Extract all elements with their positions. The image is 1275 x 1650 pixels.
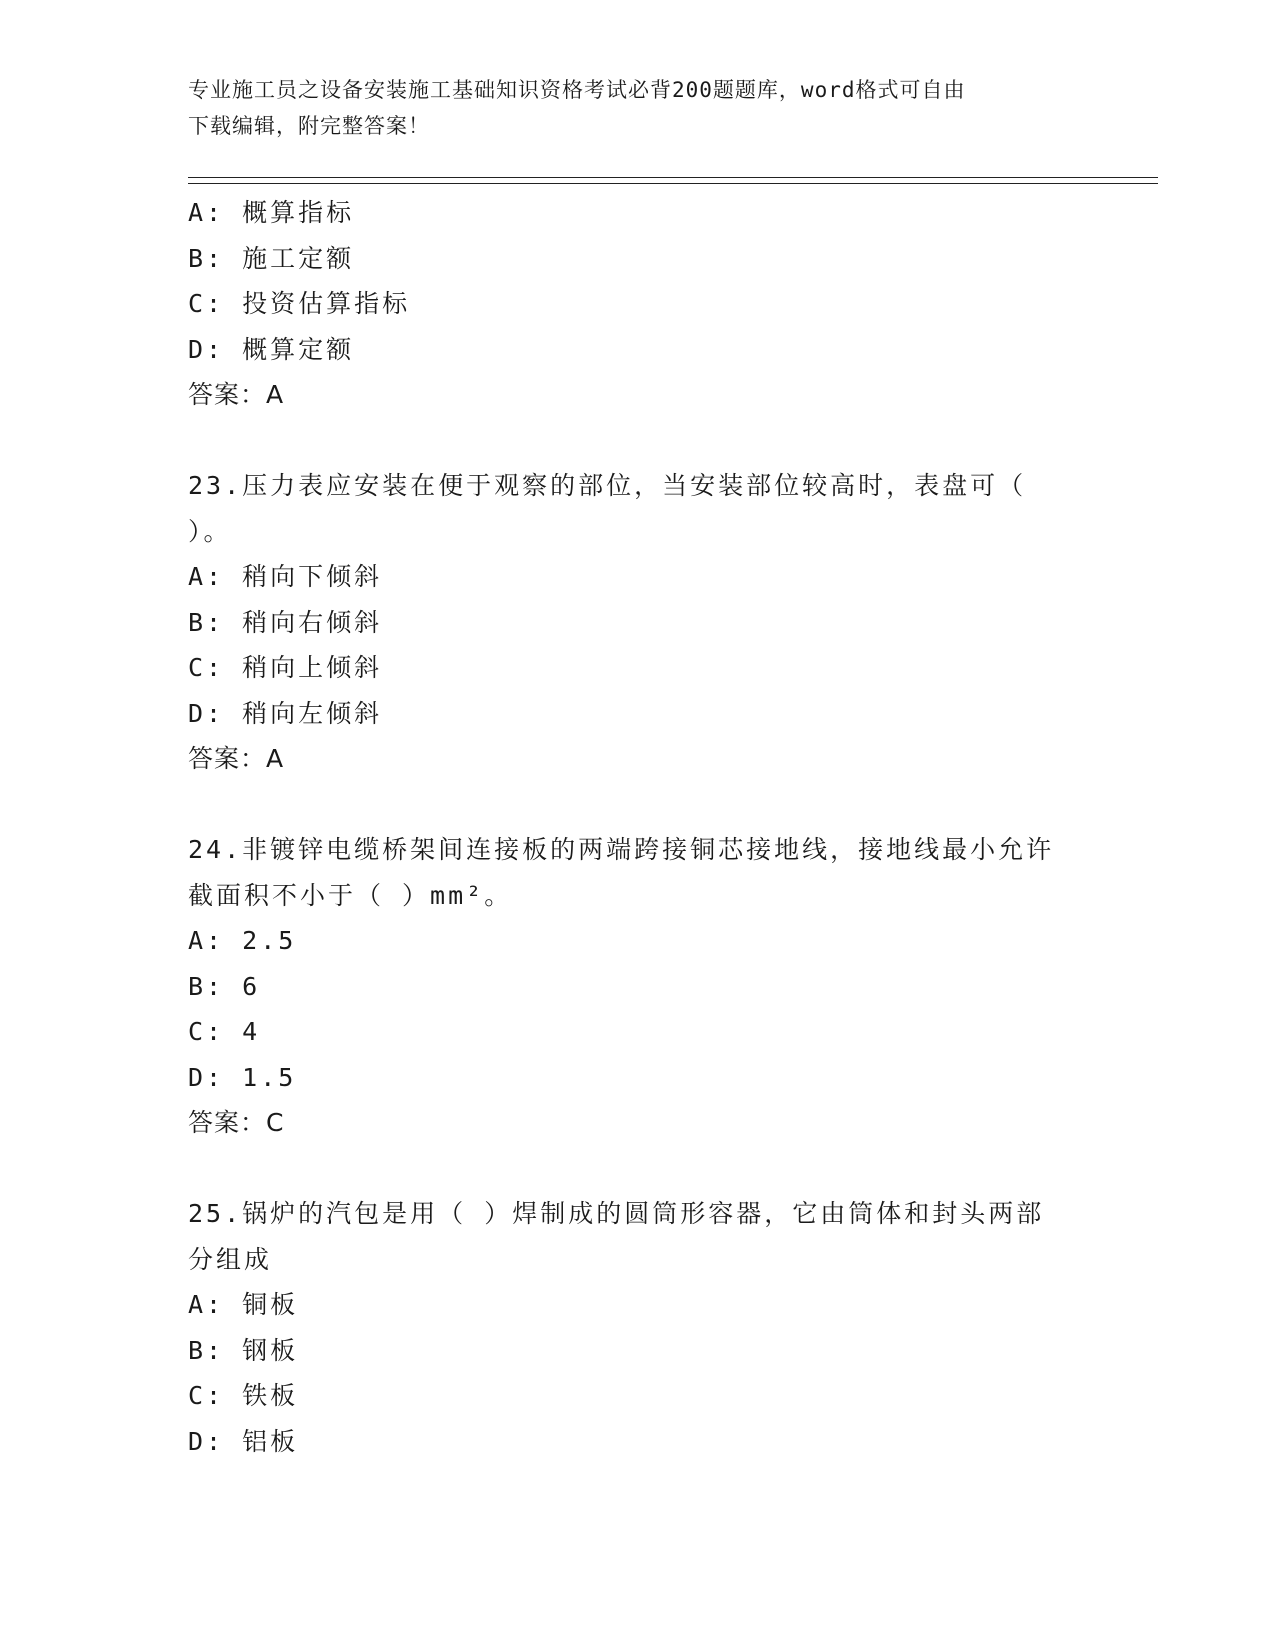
answer-label: 答案：C <box>188 1108 285 1137</box>
question-stem-continued: ）。 <box>188 516 232 546</box>
header-line-2: 下载编辑，附完整答案！ <box>188 114 430 138</box>
option-a: A: 概算指标 <box>188 198 355 227</box>
option-c: C: 铁板 <box>188 1381 299 1410</box>
question-spacer <box>188 782 1088 828</box>
header-divider-bottom <box>188 183 1158 184</box>
document-header <box>188 72 1068 144</box>
question-stem: 23.压力表应安装在便于观察的部位，当安装部位较高时，表盘可（ <box>188 471 1027 500</box>
question-25 <box>188 1191 1088 1464</box>
option-c: C: 稍向上倾斜 <box>188 653 383 682</box>
option-c: C: 4 <box>188 1017 261 1046</box>
option-b: B: 钢板 <box>188 1335 299 1365</box>
question-22 <box>188 190 1088 418</box>
option-b: B: 6 <box>188 971 261 1001</box>
header-line-1: 专业施工员之设备安装施工基础知识资格考试必背200题题库，word格式可自由 <box>188 78 966 102</box>
question-spacer <box>188 1146 1088 1192</box>
option-a: A: 稍向下倾斜 <box>188 562 383 591</box>
option-d: D: 概算定额 <box>188 334 355 364</box>
option-a: A: 铜板 <box>188 1290 299 1319</box>
question-stem: 24.非镀锌电缆桥架间连接板的两端跨接铜芯接地线，接地线最小允许 <box>188 835 1055 864</box>
header-divider-top <box>188 177 1158 178</box>
question-24 <box>188 827 1088 1146</box>
option-d: D: 1.5 <box>188 1062 297 1092</box>
option-b: B: 施工定额 <box>188 243 355 273</box>
option-b: B: 稍向右倾斜 <box>188 607 383 637</box>
option-c: C: 投资估算指标 <box>188 289 411 318</box>
question-list <box>188 190 1088 1464</box>
option-a: A: 2.5 <box>188 926 297 955</box>
question-stem: 25.锅炉的汽包是用（ ）焊制成的圆筒形容器，它由筒体和封头两部 <box>188 1199 1045 1228</box>
question-stem-continued: 截面积不小于（ ）mm²。 <box>188 880 513 910</box>
answer-label: 答案：A <box>188 744 285 773</box>
question-23 <box>188 463 1088 782</box>
answer-label: 答案：A <box>188 380 285 409</box>
option-d: D: 铝板 <box>188 1426 299 1456</box>
question-spacer <box>188 418 1088 464</box>
question-stem-continued: 分组成 <box>188 1244 273 1274</box>
option-d: D: 稍向左倾斜 <box>188 698 383 728</box>
